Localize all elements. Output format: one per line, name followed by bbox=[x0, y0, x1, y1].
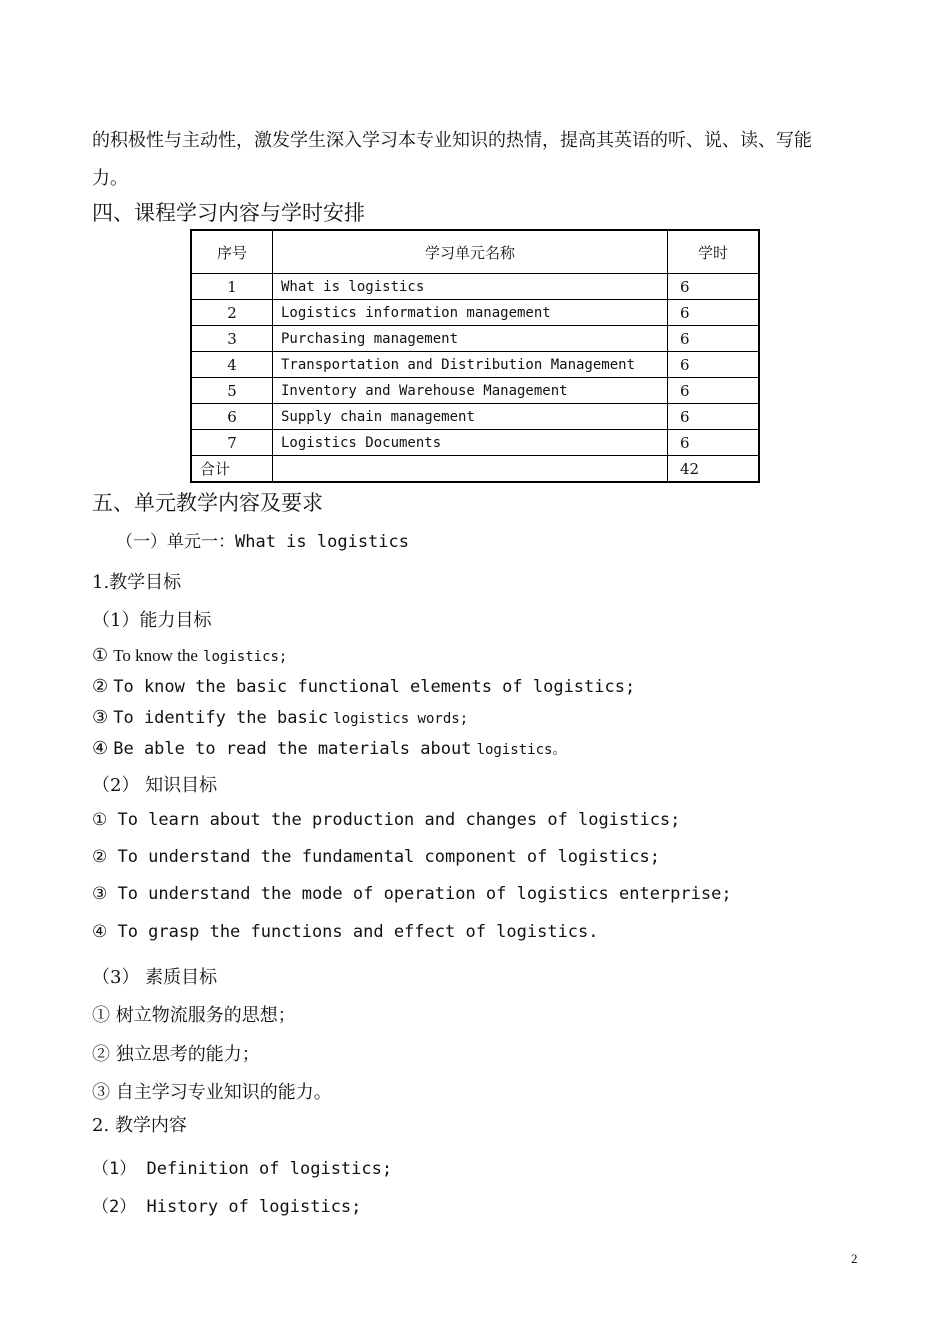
row-hours: 6 bbox=[668, 300, 760, 326]
unit-one-title: （一）单元一：What is logistics bbox=[116, 532, 409, 552]
row-unit-name: Purchasing management bbox=[273, 326, 668, 352]
ability-item-4 bbox=[92, 738, 566, 759]
row-hours: 6 bbox=[668, 352, 760, 378]
item-number: ② bbox=[92, 676, 109, 697]
item-number: ① bbox=[92, 645, 109, 666]
content-item-2: （2） History of logistics; bbox=[92, 1197, 362, 1217]
ability-item-1 bbox=[92, 645, 287, 666]
table-row bbox=[191, 326, 759, 352]
ability-item-2 bbox=[92, 676, 635, 697]
row-seq: 6 bbox=[191, 404, 273, 430]
row-unit-name: Supply chain management bbox=[273, 404, 668, 430]
quality-item-1: ① 树立物流服务的思想； bbox=[92, 1005, 296, 1026]
table-row bbox=[191, 352, 759, 378]
row-unit-name: Logistics Documents bbox=[273, 430, 668, 456]
intro-line-2: 力。 bbox=[92, 168, 128, 189]
row-unit-name: Transportation and Distribution Management bbox=[273, 352, 668, 378]
header-seq: 序号 bbox=[191, 230, 273, 274]
quality-goals-heading: （3） 素质目标 bbox=[92, 967, 218, 988]
table-header-row bbox=[191, 230, 759, 274]
row-hours: 6 bbox=[668, 404, 760, 430]
table-row bbox=[191, 378, 759, 404]
quality-item-2: ② 独立思考的能力； bbox=[92, 1044, 260, 1065]
header-unit-name: 学习单元名称 bbox=[273, 230, 668, 274]
ability-goals-heading: （1）能力目标 bbox=[92, 610, 212, 631]
row-seq: 2 bbox=[191, 300, 273, 326]
item-number: ④ bbox=[92, 738, 109, 759]
teaching-content-heading: 2. 教学内容 bbox=[92, 1115, 187, 1136]
row-seq: 5 bbox=[191, 378, 273, 404]
item-tail: logistics words; bbox=[333, 711, 469, 727]
row-hours: 6 bbox=[668, 378, 760, 404]
row-seq: 4 bbox=[191, 352, 273, 378]
row-unit-name: Inventory and Warehouse Management bbox=[273, 378, 668, 404]
course-schedule-table bbox=[190, 229, 760, 483]
table-row bbox=[191, 404, 759, 430]
item-text: To identify the basic bbox=[113, 708, 329, 728]
table-total-row bbox=[191, 456, 759, 483]
item-text: To know the bbox=[113, 646, 198, 665]
teaching-goals-heading: 1.教学目标 bbox=[92, 572, 182, 593]
item-tail: logistics。 bbox=[476, 742, 567, 758]
item-text: Be able to read the materials about bbox=[113, 739, 472, 759]
item-text: To know the basic functional elements of logistics; bbox=[113, 677, 636, 697]
knowledge-item-2: ② To understand the fundamental component of logistics; bbox=[92, 847, 660, 867]
row-hours: 6 bbox=[668, 430, 760, 456]
table-row bbox=[191, 430, 759, 456]
row-hours: 6 bbox=[668, 326, 760, 352]
table-row bbox=[191, 274, 759, 300]
intro-line-1: 的积极性与主动性，激发学生深入学习本专业知识的热情，提高其英语的听、说、读、写能 bbox=[92, 130, 812, 151]
page-number: 2 bbox=[851, 1251, 858, 1266]
knowledge-item-4: ④ To grasp the functions and effect of logistics. bbox=[92, 922, 599, 942]
row-seq: 7 bbox=[191, 430, 273, 456]
knowledge-item-3: ③ To understand the mode of operation of logistics enterprise; bbox=[92, 884, 732, 904]
item-number: ③ bbox=[92, 707, 109, 728]
content-item-1: （1） Definition of logistics; bbox=[92, 1159, 393, 1179]
knowledge-goals-heading: （2） 知识目标 bbox=[92, 775, 218, 796]
section-5-title: 五、单元教学内容及要求 bbox=[92, 491, 323, 515]
knowledge-item-1: ① To learn about the production and changes of logistics; bbox=[92, 810, 681, 830]
row-hours: 6 bbox=[668, 274, 760, 300]
total-hours: 42 bbox=[668, 456, 760, 483]
row-unit-name: What is logistics bbox=[273, 274, 668, 300]
row-seq: 3 bbox=[191, 326, 273, 352]
ability-item-3 bbox=[92, 707, 468, 728]
row-seq: 1 bbox=[191, 274, 273, 300]
total-label: 合计 bbox=[191, 456, 273, 483]
header-hours: 学时 bbox=[668, 230, 760, 274]
item-tail: logistics; bbox=[203, 649, 288, 665]
total-empty-cell bbox=[273, 456, 668, 483]
quality-item-3: ③ 自主学习专业知识的能力。 bbox=[92, 1082, 332, 1103]
section-4-title: 四、课程学习内容与学时安排 bbox=[92, 201, 365, 225]
table-row bbox=[191, 300, 759, 326]
row-unit-name: Logistics information management bbox=[273, 300, 668, 326]
